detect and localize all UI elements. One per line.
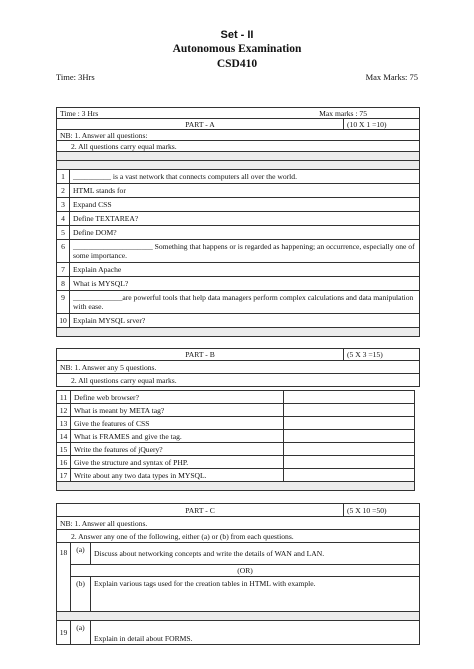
q-number: 3 — [57, 198, 70, 212]
question-text: Define web browser? — [71, 391, 284, 404]
part-a-title: PART - A — [57, 119, 344, 130]
q-number: 10 — [57, 314, 70, 328]
spacer-row — [57, 482, 415, 491]
q-number: 17 — [57, 469, 71, 482]
question-text: Write about any two data types in MYSQL. — [71, 469, 284, 482]
question-text: Explain various tags used for the creation tables in HTML with example. — [91, 577, 420, 612]
part-c-table — [56, 503, 420, 543]
part-b-nb2: 2. All questions carry equal marks. — [57, 374, 420, 387]
question-text: Write the features of jQuery? — [71, 443, 284, 456]
question-text: HTML stands for — [70, 184, 420, 198]
set-label: Set - II — [220, 29, 254, 41]
q-number: 5 — [57, 226, 70, 240]
q-number: 7 — [57, 263, 70, 277]
question-text: _____________________ Something that happens or is regarded as happening; an occurrence, especially one of some importance. — [70, 240, 420, 263]
part-c-nb2: 2. Answer any one of the following, either (a) or (b) from each questions. — [57, 530, 420, 543]
option-label: (a) — [71, 543, 91, 565]
q-number: 2 — [57, 184, 70, 198]
q-number: 19 — [57, 621, 71, 645]
q-number: 15 — [57, 443, 71, 456]
q-number: 6 — [57, 240, 70, 263]
or-separator: (OR) — [71, 565, 420, 577]
part-a-marks: (10 X 1 =10) — [344, 119, 420, 130]
header-max-marks: Max Marks: 75 — [365, 72, 418, 82]
table-max-marks: Max marks : 75 — [319, 108, 368, 118]
part-b-table — [56, 348, 420, 387]
answer-cell — [284, 404, 415, 417]
q-number: 11 — [57, 391, 71, 404]
question-text: What is FRAMES and give the tag. — [71, 430, 284, 443]
q-number: 18 — [57, 543, 71, 612]
answer-cell — [284, 456, 415, 469]
question-text: What is MYSQL? — [70, 277, 420, 291]
spacer-row — [57, 161, 420, 170]
part-c-questions — [56, 542, 420, 645]
part-c-marks: (5 X 10 =50) — [344, 504, 420, 517]
question-text: Explain MYSQL srver? — [70, 314, 420, 328]
question-text: Explain Apache — [70, 263, 420, 277]
q-number: 14 — [57, 430, 71, 443]
answer-cell — [284, 417, 415, 430]
question-text: Define DOM? — [70, 226, 420, 240]
spacer-row — [57, 328, 420, 337]
q-number: 13 — [57, 417, 71, 430]
q-number: 4 — [57, 212, 70, 226]
question-text: Give the features of CSS — [71, 417, 284, 430]
table-time: Time : 3 Hrs — [60, 108, 99, 118]
option-label: (b) — [71, 577, 91, 612]
part-c-title: PART - C — [57, 504, 344, 517]
exam-title: Autonomous Examination — [172, 43, 302, 55]
answer-cell — [284, 430, 415, 443]
part-a-nb1: NB: 1. Answer all questions: — [57, 130, 420, 141]
part-b-title: PART - B — [57, 349, 344, 361]
question-text: __________ is a vast network that connects computers all over the world. — [70, 170, 420, 184]
part-c-nb1: NB: 1. Answer all questions. — [57, 517, 420, 530]
answer-cell — [284, 391, 415, 404]
part-a-table — [56, 107, 420, 337]
question-text: What is meant by META tag? — [71, 404, 284, 417]
question-text: Give the structure and syntax of PHP. — [71, 456, 284, 469]
option-label: (a) — [71, 621, 91, 645]
header-time: Time: 3Hrs — [56, 72, 95, 82]
spacer-row — [57, 152, 420, 161]
question-text: Explain in detail about FORMS. — [91, 621, 420, 645]
spacer-row — [57, 612, 420, 621]
question-text: _____________are powerful tools that help data managers perform complex calculations and data manipulation with ease. — [70, 291, 420, 314]
answer-cell — [284, 469, 415, 482]
answer-cell — [284, 443, 415, 456]
q-number: 1 — [57, 170, 70, 184]
part-b-questions — [56, 390, 415, 491]
q-number: 8 — [57, 277, 70, 291]
course-code: CSD410 — [216, 58, 258, 70]
q-number: 12 — [57, 404, 71, 417]
q-number: 16 — [57, 456, 71, 469]
part-b-marks: (5 X 3 =15) — [344, 349, 420, 361]
part-a-nb2: 2. All questions carry equal marks. — [57, 141, 420, 152]
question-text: Define TEXTAREA? — [70, 212, 420, 226]
question-text: Expand CSS — [70, 198, 420, 212]
q-number: 9 — [57, 291, 70, 314]
table-time-row — [57, 108, 420, 119]
question-text: Discuss about networking concepts and write the details of WAN and LAN. — [91, 543, 420, 565]
part-b-nb1: NB: 1. Answer any 5 questions. — [57, 361, 420, 374]
